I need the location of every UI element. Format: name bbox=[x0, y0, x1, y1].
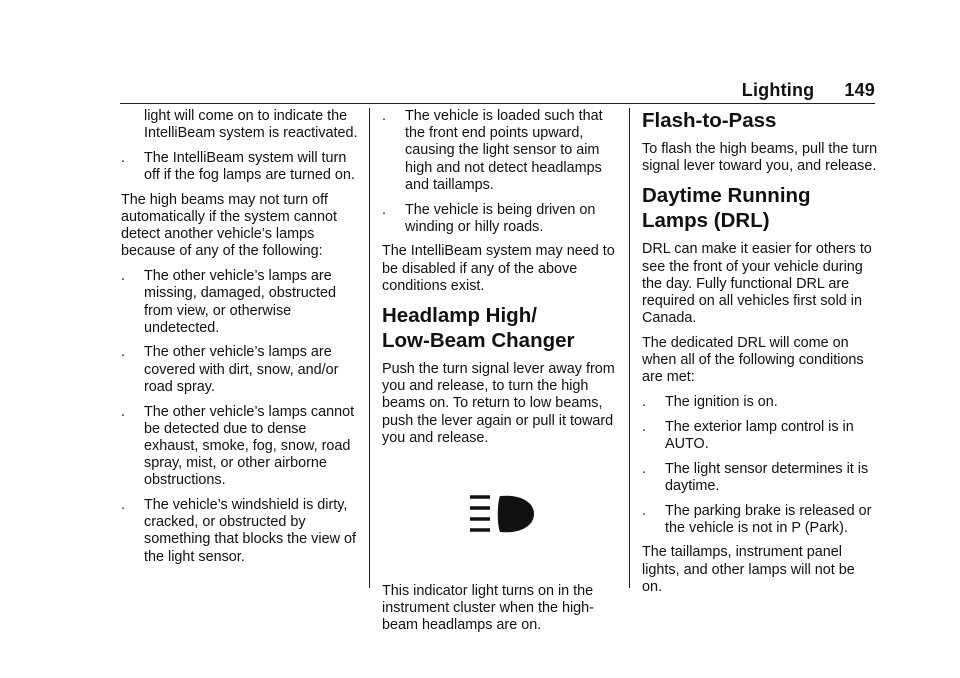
bullet-mark: . bbox=[121, 403, 125, 420]
heading-line-2: Lamps (DRL) bbox=[642, 209, 770, 233]
bullet-item bbox=[121, 268, 359, 337]
bullet-item bbox=[121, 150, 359, 184]
bullet-text: The light sensor determines it is daytime. bbox=[665, 460, 869, 494]
section-heading-headlamp bbox=[382, 303, 622, 353]
header-rule bbox=[120, 103, 875, 104]
bullet-text: The other vehicle’s lamps are covered with dirt, snow, and/or road spray. bbox=[144, 344, 339, 395]
icon-container bbox=[382, 455, 622, 573]
bullet-item bbox=[121, 344, 359, 396]
paragraph-high-beams: The high beams may not turn off automatically if the system cannot detect another vehicle’s lamps because of any of the following: bbox=[121, 191, 337, 260]
bullet-item bbox=[642, 503, 878, 537]
bullet-item bbox=[642, 461, 878, 495]
bullet-item bbox=[121, 404, 359, 490]
bullet-mark: . bbox=[642, 502, 646, 519]
heading-line-1: Daytime Running bbox=[642, 184, 811, 208]
bullet-text: The vehicle is being driven on winding or hilly roads. bbox=[405, 201, 596, 235]
section-title: Lighting bbox=[741, 80, 815, 100]
paragraph-drl: DRL can make it easier for others to see the front of your vehicle during the day. Fully functional DRL are required on all vehicles first sold in Canada. bbox=[642, 241, 872, 327]
bullet-text: The other vehicle’s lamps are missing, damaged, obstructed from view, or otherwise undetected. bbox=[144, 268, 336, 336]
bullet-item bbox=[382, 108, 622, 194]
column-1 bbox=[121, 108, 359, 573]
paragraph-disable: The IntelliBeam system may need to be disabled if any of the above conditions exist. bbox=[382, 243, 615, 294]
paragraph-flash: To flash the high beams, pull the turn signal lever toward you, and release. bbox=[642, 141, 878, 175]
column-2 bbox=[382, 108, 622, 642]
bullet-mark: . bbox=[121, 268, 125, 285]
page-number: 149 bbox=[844, 80, 875, 100]
column-3 bbox=[642, 108, 878, 604]
bullet-text: The IntelliBeam system will turn off if the fog lamps are turned on. bbox=[144, 149, 355, 184]
bullet-mark: . bbox=[642, 460, 646, 477]
bullet-text: The parking brake is released or the vehicle is not in P (Park). bbox=[665, 502, 872, 536]
bullet-item bbox=[642, 419, 878, 453]
column-divider-1 bbox=[369, 108, 370, 588]
page-header bbox=[0, 80, 875, 101]
bullet-item bbox=[382, 202, 622, 236]
bullet-mark: . bbox=[382, 108, 386, 124]
paragraph-continued: light will come on to indicate the IntelliBeam system is reactivated. bbox=[144, 108, 358, 142]
bullet-mark: . bbox=[382, 201, 386, 218]
section-heading-flash: Flash-to-Pass bbox=[642, 109, 777, 132]
section-heading-drl bbox=[642, 183, 878, 233]
paragraph-indicator: This indicator light turns on in the instrument cluster when the high-beam headlamps are on. bbox=[382, 582, 594, 633]
column-divider-2 bbox=[629, 108, 630, 588]
paragraph-push-lever: Push the turn signal lever away from you and release, to turn the high beams on. To return to low beams, push the lever again or pull it toward you and release. bbox=[382, 361, 615, 446]
bullet-mark: . bbox=[642, 394, 646, 411]
bullet-item bbox=[121, 497, 359, 566]
paragraph-taillamps: The taillamps, instrument panel lights, and other lamps will not be on. bbox=[642, 544, 855, 595]
bullet-mark: . bbox=[642, 418, 646, 435]
paragraph-dedicated: The dedicated DRL will come on when all of the following conditions are met: bbox=[642, 334, 864, 386]
bullet-mark: . bbox=[121, 344, 125, 361]
bullet-text: The vehicle’s windshield is dirty, cracked, or obstructed by something that blocks the view of the light sensor. bbox=[144, 497, 356, 565]
bullet-mark: . bbox=[121, 497, 125, 514]
high-beam-indicator-icon bbox=[462, 484, 542, 544]
bullet-item bbox=[642, 394, 878, 411]
bullet-text: The exterior lamp control is in AUTO. bbox=[665, 418, 854, 452]
heading-line-2: Low-Beam Changer bbox=[382, 329, 575, 353]
bullet-text: The ignition is on. bbox=[665, 394, 778, 411]
heading-line-1: Headlamp High/ bbox=[382, 304, 537, 328]
bullet-text: The vehicle is loaded such that the front end points upward, causing the light sensor to aim high and not detect headlamps and taillamps. bbox=[405, 108, 603, 193]
bullet-mark: . bbox=[121, 149, 125, 166]
bullet-text: The other vehicle’s lamps cannot be detected due to dense exhaust, smoke, fog, snow, road spray, mist, or other airborne obstructions. bbox=[144, 403, 355, 489]
